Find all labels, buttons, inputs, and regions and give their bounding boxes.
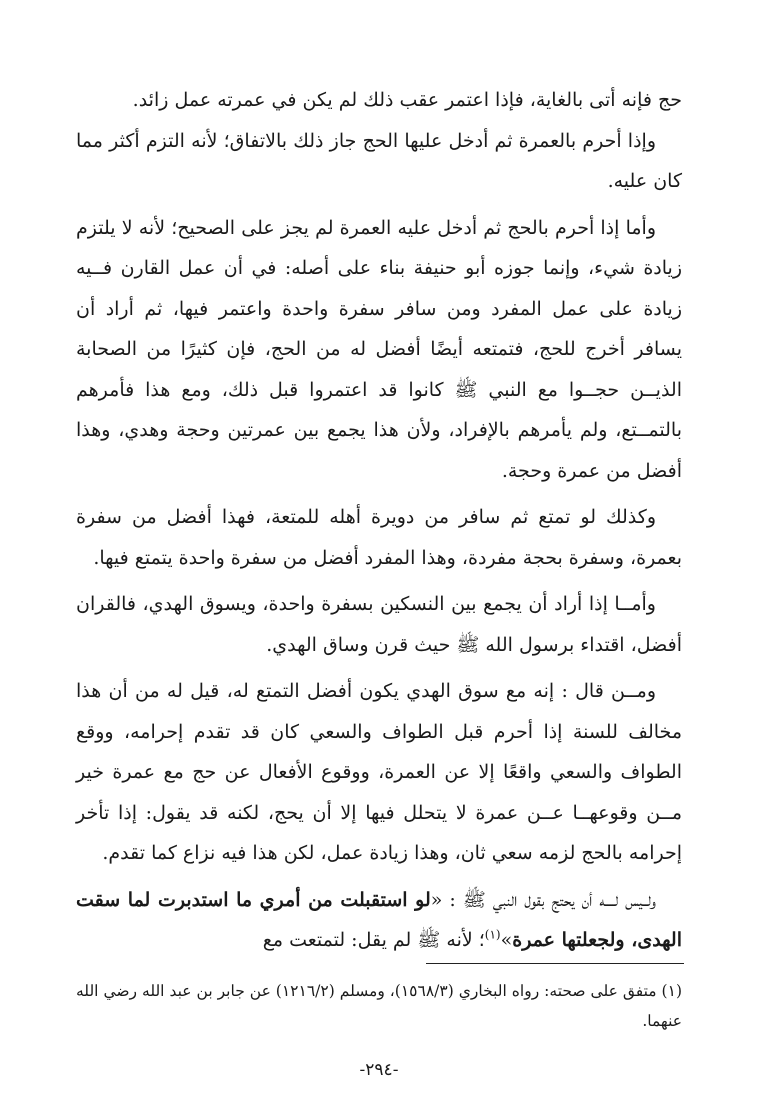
paragraph-umrah-then-hajj: وإذا أحرم بالعمرة ثم أدخل عليها الحج جاز ذلك بالاتفاق؛ لأنه التزم أكثر مما كان عليه. xyxy=(76,129,682,192)
footnote-marker[interactable]: (١) xyxy=(484,927,501,942)
paragraph-qiran: وأمــا إذا أراد أن يجمع بين النسكين بسفرة واحدة، ويسوق الهدي، فالقران أفضل، اقتداء برسول الله ﷺ حيث قرن وساق الهدي. xyxy=(76,593,682,656)
hadith-closing-quote: » xyxy=(500,929,513,951)
paragraph-travel-tamattu: وكذلك لو تمتع ثم سافر من دويرة أهله للمتعة، فهذا أفضل من سفرة بعمرة، وسفرة بحجة مفردة، وهذا المفرد أفضل من سفرة واحدة يتمتع فيها. xyxy=(76,506,682,569)
footnote-1: (١) متفق على صحته: رواه البخاري (١٥٦٨/٣)، ومسلم (١٢١٦/٢) عن جابر بن عبد الله رضي الله عنهما. xyxy=(76,982,682,1030)
hadith-lead-text: ولــيس لــــه أن يحتج بقول النبي ﷺ : « xyxy=(430,888,656,911)
main-text-body xyxy=(76,80,682,961)
paragraph-continuation: حج فإنه أتى بالغاية، فإذا اعتمر عقب ذلك لم يكن في عمرته عمل زائد. xyxy=(132,89,682,111)
paragraph-hadith-argument xyxy=(76,880,682,961)
footnotes-section xyxy=(76,976,682,1036)
hadith-trailing-text: ؛ لأنه ﷺ لم يقل: لتمتعت مع xyxy=(262,929,485,951)
hadith-quote: لو استقبلت من أمري ما استدبرت لما سقت الهدى، ولجعلتها عمرة xyxy=(76,888,682,951)
paragraph-sawq-al-hady: ومــن قال : إنه مع سوق الهدي يكون أفضل التمتع له، قيل له من أن هذا مخالف للسنة إذا أحرم قبل الطواف والسعي كان قد تقدم إحرامه، ووقع الطواف والسعي واقعًا إلا عن العمرة، ووقوع الأفعال عن حج مع عمرة خير مــن وقوعهــا عــن عمرة لا يتحلل فيها إلا أن يحج، لكنه قد يقول: إذا تأخر إحرامه بالحج لزمه سعي ثان، وهذا زيادة عمل، لكن هذا فيه نزاع كما تقدم. xyxy=(76,680,682,864)
footnote-separator xyxy=(426,963,684,964)
paragraph-hajj-then-umrah: وأما إذا أحرم بالحج ثم أدخل عليه العمرة لم يجز على الصحيح؛ لأنه لا يلتزم زيادة شيء، وإنما جوزه أبو حنيفة بناء على أصله: في أن عمل القارن فــيه زيادة على عمل المفرد ومن سافر سفرة واحدة واعتمر فيها، ثم أراد أن يسافر أخرج للحج، فتمتعه أيضًا أفضل له من الحج، فإن كثيرًا من الصحابة الذيــن حجــوا مع النبي ﷺ كانوا قد اعتمروا قبل ذلك، ومع هذا فأمرهم بالتمــتع، ولم يأمرهم بالإفراد، ولأن هذا يجمع بين عمرتين وحجة وهدي، وهذا أفضل من عمرة وحجة. xyxy=(76,216,682,482)
page-number: -٢٩٤- xyxy=(359,1060,399,1080)
